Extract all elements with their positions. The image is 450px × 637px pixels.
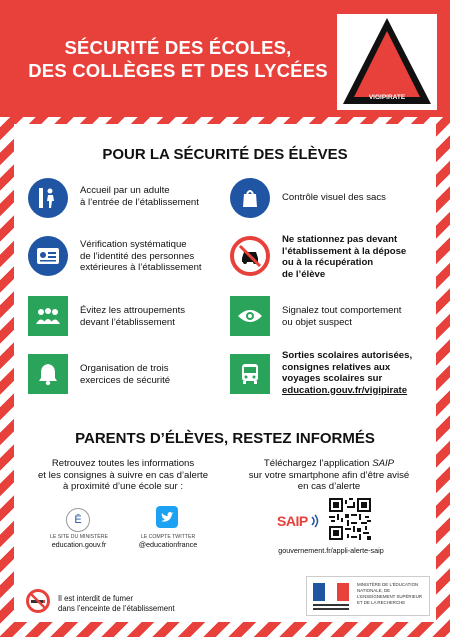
item-line: Évitez les attroupements — [80, 305, 186, 316]
saip-link[interactable]: gouvernement.fr/appli-alerte-saip — [278, 546, 384, 555]
list-item — [230, 352, 430, 402]
list-item — [28, 236, 228, 282]
id-card-icon — [28, 236, 68, 276]
vigipirate-logo — [337, 14, 437, 110]
list-item — [28, 354, 228, 394]
marianne-bar — [313, 608, 349, 610]
group-people-icon — [28, 296, 68, 336]
item-line: Contrôle visuel des sacs — [282, 192, 386, 203]
students-section-title: POUR LA SÉCURITÉ DES ÉLÈVES — [102, 146, 348, 163]
item-line: Accueil par un adulte — [80, 185, 170, 196]
saip-logo-text: SAIP — [277, 513, 308, 529]
item-line: exercices de sécurité — [80, 374, 171, 386]
list-item — [230, 296, 430, 336]
twitter-label: LE COMPTE TWITTER — [140, 534, 196, 540]
ministry-link[interactable]: education.gouv.fr — [51, 540, 107, 549]
list-item — [230, 178, 430, 218]
person-entering-door-icon — [28, 178, 68, 218]
item-line: ou objet suspect — [282, 316, 352, 328]
eye-icon — [230, 296, 270, 336]
government-logo — [306, 576, 430, 616]
title-line-2: DES COLLÈGES ET DES LYCÉES — [28, 60, 328, 81]
bag-inspection-icon — [230, 178, 270, 218]
item-line: ou à la récupération — [282, 257, 374, 268]
saip-logo — [277, 512, 321, 530]
marianne-bar — [313, 604, 349, 606]
ministry-label: LE SITE DU MINISTÈRE — [50, 534, 108, 540]
signal-waves-icon — [310, 514, 320, 528]
content-panel — [14, 124, 436, 622]
item-text — [282, 350, 412, 396]
header-banner — [0, 0, 450, 117]
ministry-logo-icon: Ē — [66, 508, 90, 532]
text-line: dans l’enceinte de l’établissement — [58, 604, 175, 613]
french-flag-icon — [313, 583, 349, 601]
item-line: Signalez tout comportement — [282, 305, 402, 316]
item-line: Vérification systématique — [80, 239, 187, 250]
title-line-1: SÉCURITÉ DES ÉCOLES, — [64, 37, 292, 58]
bus-icon — [230, 354, 270, 394]
item-line: Organisation de trois — [80, 363, 169, 374]
no-smoking-text — [58, 594, 175, 614]
list-item — [28, 296, 228, 336]
item-line: consignes relatives aux — [282, 361, 391, 373]
item-text — [80, 305, 185, 328]
text-line: en cas d’alerte — [297, 481, 361, 492]
page-title — [28, 36, 328, 82]
item-line: extérieures à l’établissement — [80, 262, 202, 273]
no-parking-car-icon — [230, 236, 270, 276]
item-line: de l’élève — [282, 268, 326, 280]
list-item — [230, 236, 430, 284]
item-line: Ne stationnez pas devant — [282, 234, 398, 245]
text-line: Téléchargez l’application — [263, 458, 373, 469]
item-line: Sorties scolaires autorisées, — [282, 350, 413, 361]
item-text — [80, 239, 202, 274]
item-line: à l’entrée de l’établissement — [80, 196, 199, 208]
item-text — [282, 234, 406, 280]
text-line: Retrouvez toutes les informations — [51, 458, 195, 469]
item-line: de l’identité des personnes — [80, 250, 195, 262]
parents-right-text — [222, 458, 436, 493]
ministry-name: MINISTÈRE DE L’ÉDUCATION NATIONALE, DE L’ENSEIGNEMENT SUPÉRIEUR ET DE LA RECHERCHE — [357, 582, 423, 605]
twitter-link[interactable]: @educationfrance — [138, 540, 198, 549]
text-line: et les consignes à suivre en cas d’alerte — [37, 469, 209, 481]
item-line: devant l’établissement — [80, 316, 175, 328]
parents-section-title: PARENTS D’ÉLÈVES, RESTEZ INFORMÉS — [75, 430, 375, 447]
no-smoking-icon — [26, 589, 50, 613]
item-text — [80, 185, 199, 208]
text-line: sur votre smartphone afin d’être avisé — [248, 469, 410, 481]
vigipirate-label: VIGIPIRATE — [368, 94, 406, 101]
saip-name: SAIP — [372, 458, 395, 469]
item-line: l’établissement à la dépose — [282, 245, 407, 257]
item-text — [282, 305, 401, 328]
vigipirate-link[interactable]: education.gouv.fr/vigipirate — [282, 384, 408, 396]
item-text — [80, 363, 170, 386]
list-item — [28, 178, 228, 218]
qr-code[interactable] — [329, 498, 371, 540]
twitter-icon[interactable] — [156, 506, 178, 528]
alarm-bell-icon — [28, 354, 68, 394]
item-line: voyages scolaires sur — [282, 373, 383, 384]
item-text — [282, 192, 386, 204]
text-line: Il est interdit de fumer — [58, 594, 133, 603]
text-line: à proximité d’une école sur : — [63, 481, 183, 492]
parents-left-text — [18, 458, 228, 493]
